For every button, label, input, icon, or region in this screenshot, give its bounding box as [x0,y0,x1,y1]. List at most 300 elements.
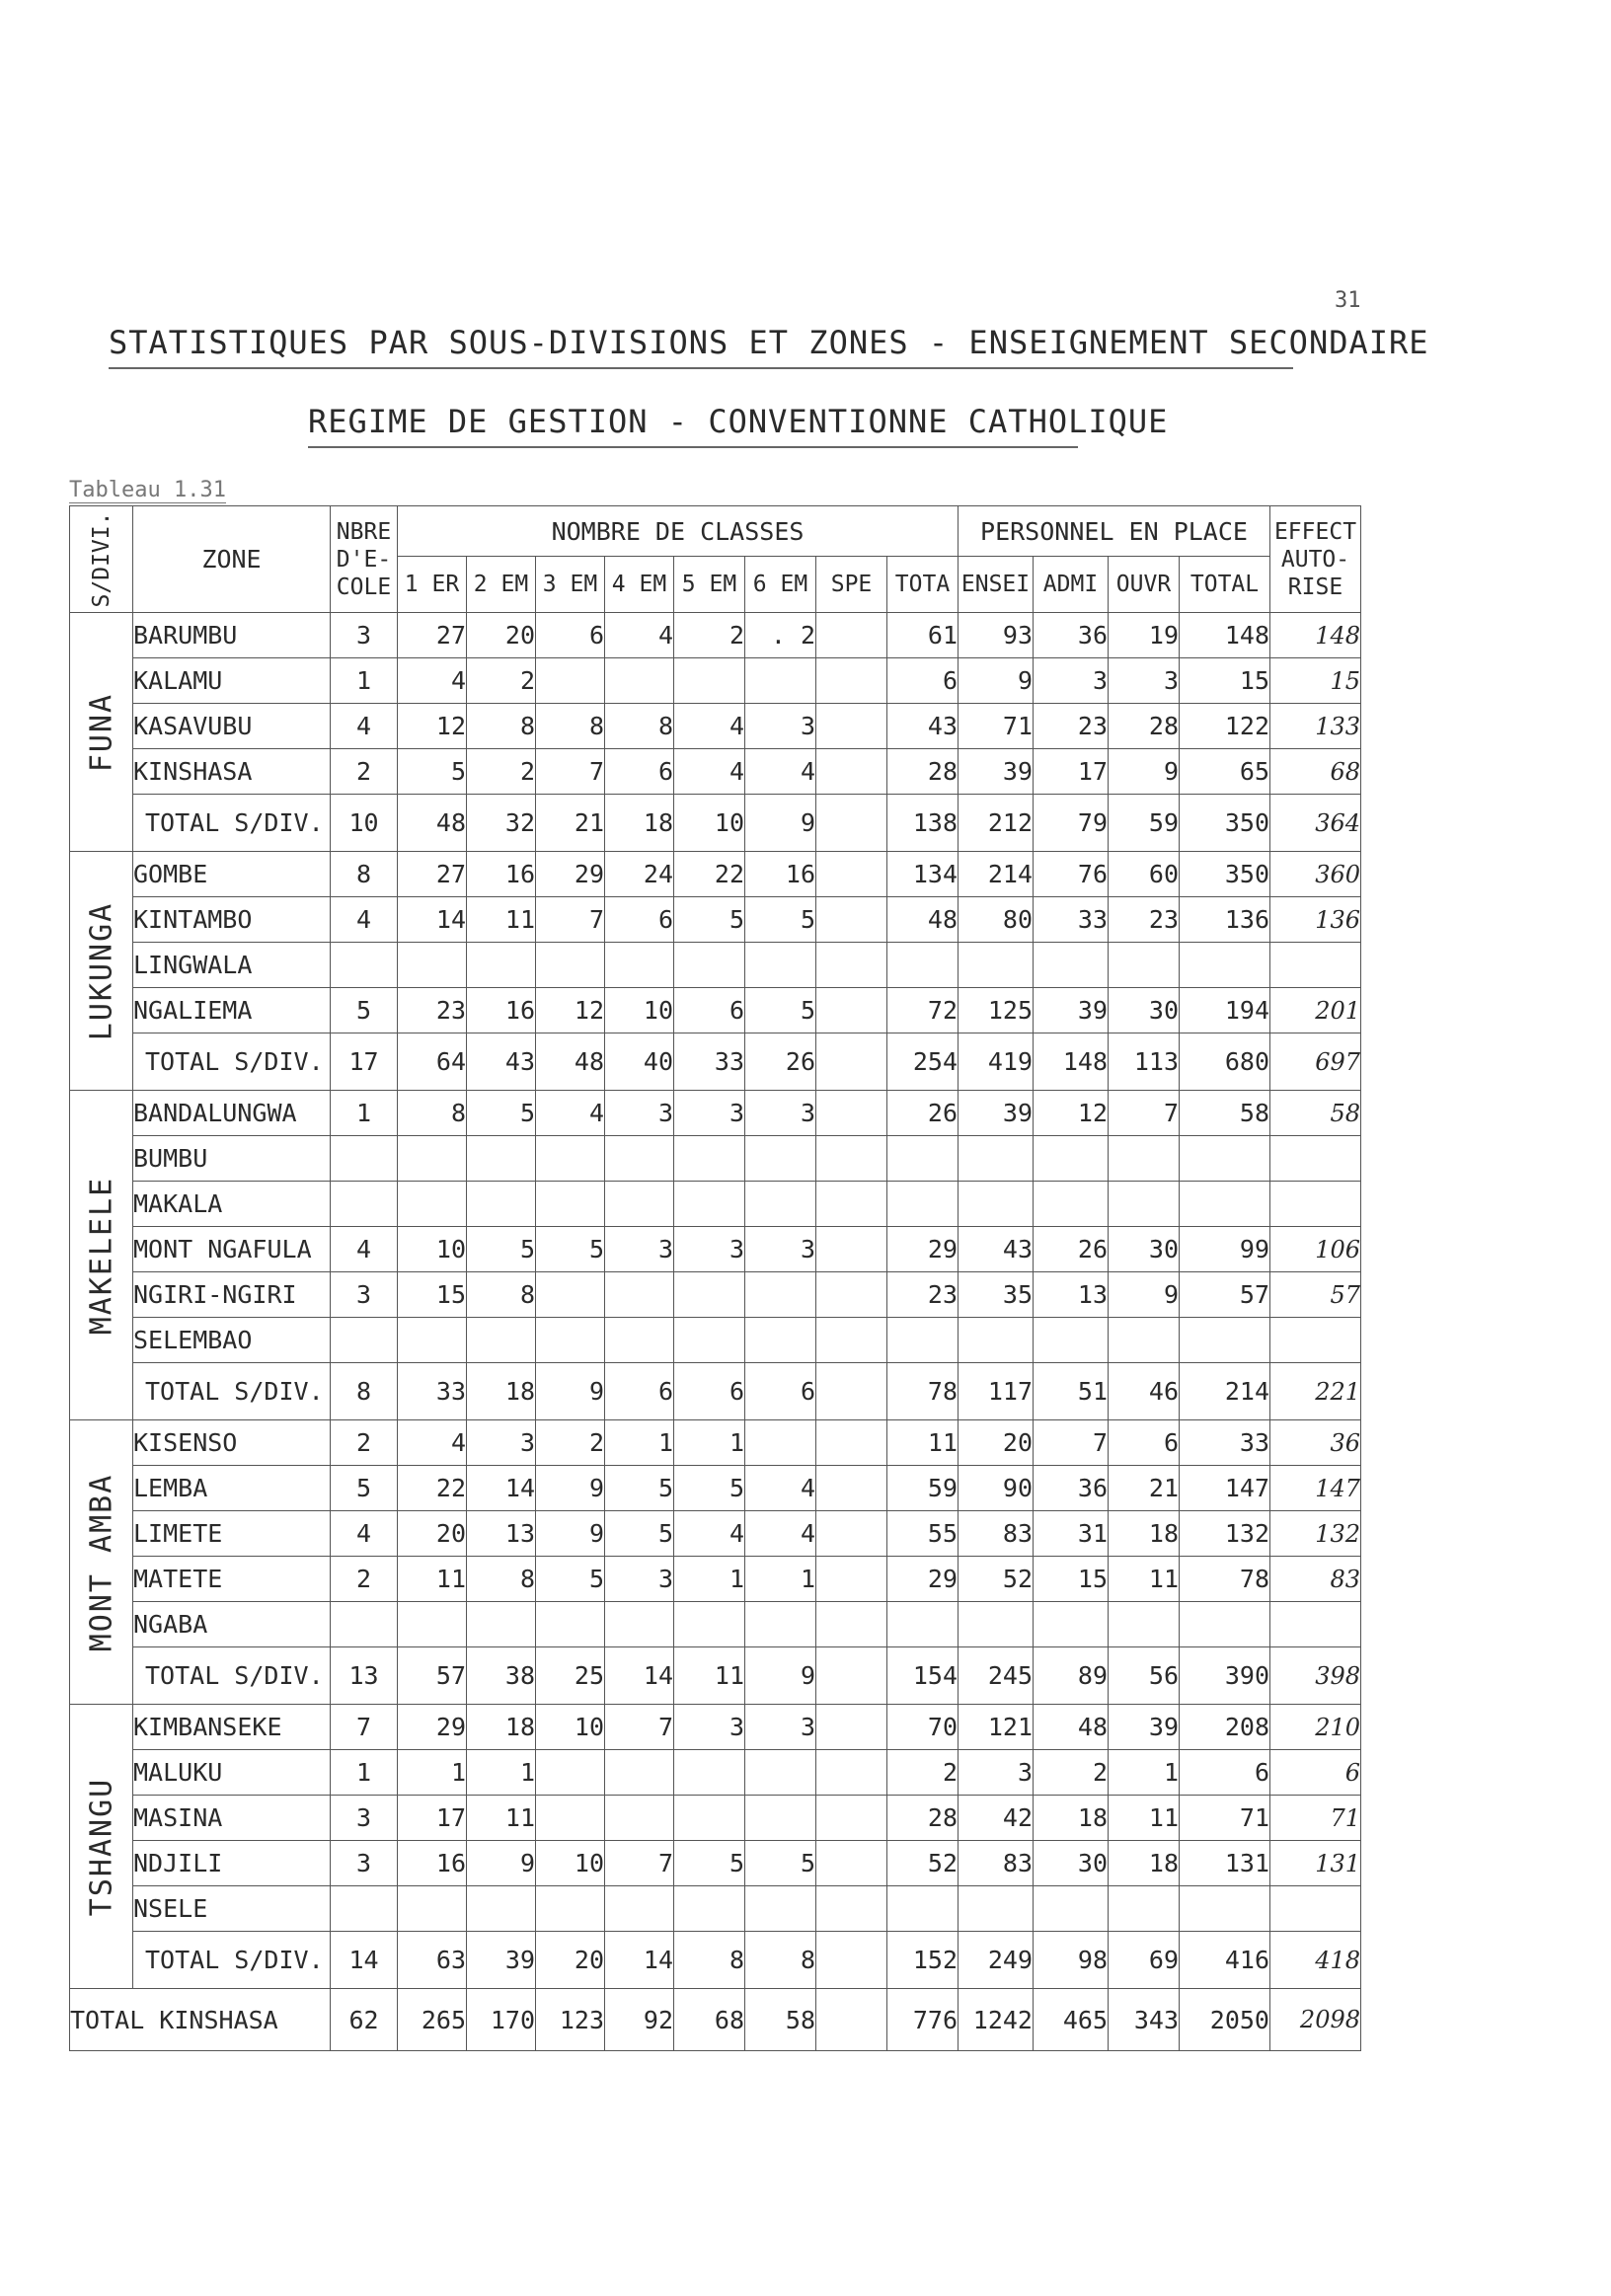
effect-header-line-3: RISE [1287,574,1343,600]
zone-name: KISENSO [133,1420,331,1466]
value-cell [745,1750,816,1796]
zone-name: MAKALA [133,1182,331,1227]
zone-name: MASINA [133,1796,331,1841]
personnel-group-header: PERSONNEL EN PLACE [959,506,1270,557]
subtotal-label: TOTAL S/DIV. [133,795,331,852]
class-column-header: 4 EM [605,557,674,613]
value-cell: 5 [398,749,467,795]
value-cell: 51 [1034,1363,1109,1420]
value-cell [887,1182,959,1227]
table-label: Tableau 1.31 [69,478,226,502]
value-cell [816,1705,887,1750]
value-cell [959,1886,1034,1932]
value-cell: 3 [1109,658,1180,704]
subdivision-cell [70,613,133,852]
value-cell: 245 [959,1647,1034,1705]
value-cell: 18 [467,1705,536,1750]
value-cell [816,658,887,704]
page-title: STATISTIQUES PAR SOUS-DIVISIONS ET ZONES - ENSEIGNEMENT SECONDAIRE [109,324,1293,369]
value-cell: 33 [398,1363,467,1420]
value-cell: 7 [605,1705,674,1750]
value-cell [1034,943,1109,988]
value-cell: 76 [1034,852,1109,897]
value-cell: 64 [398,1033,467,1091]
value-cell: 254 [887,1033,959,1091]
value-cell [1034,1886,1109,1932]
value-cell [467,1136,536,1182]
value-cell: 17 [331,1033,398,1091]
subtotal-row [70,1647,1361,1705]
value-cell: 7 [331,1705,398,1750]
table-row [70,658,1361,704]
value-cell: 16 [467,852,536,897]
value-cell: 2 [887,1750,959,1796]
table-row [70,1705,1361,1750]
value-cell: 6 [674,988,745,1033]
value-cell: 6 [1180,1750,1270,1796]
value-cell: 8 [398,1091,467,1136]
effect-cell [1270,943,1361,988]
effect-cell: 132 [1270,1511,1361,1557]
value-cell: 6 [536,613,605,658]
value-cell: 52 [887,1841,959,1886]
value-cell [745,658,816,704]
value-cell: 32 [467,795,536,852]
value-cell [605,658,674,704]
value-cell: 5 [331,1466,398,1511]
value-cell: 15 [1180,658,1270,704]
value-cell: 5 [467,1091,536,1136]
value-cell: 18 [605,795,674,852]
class-column-header: 5 EM [674,557,745,613]
value-cell: 31 [1034,1511,1109,1557]
value-cell: 6 [887,658,959,704]
value-cell: 7 [1109,1091,1180,1136]
value-cell: 1 [331,1750,398,1796]
value-cell: 419 [959,1033,1034,1091]
subtotal-row [70,1363,1361,1420]
value-cell [536,1318,605,1363]
value-cell [816,1647,887,1705]
value-cell: 39 [1034,988,1109,1033]
value-cell: 39 [1109,1705,1180,1750]
nbre-header-line-1: NBRE [336,518,392,545]
value-cell [331,1136,398,1182]
value-cell: 11 [398,1557,467,1602]
value-cell [467,943,536,988]
value-cell [959,1182,1034,1227]
effect-cell [1270,1136,1361,1182]
value-cell: 57 [398,1647,467,1705]
value-cell [1180,1886,1270,1932]
zone-name: MATETE [133,1557,331,1602]
value-cell [816,988,887,1033]
value-cell [1180,1136,1270,1182]
value-cell: 21 [1109,1466,1180,1511]
value-cell: 2 [467,658,536,704]
value-cell: 79 [1034,795,1109,852]
value-cell: 4 [398,1420,467,1466]
personnel-column-header: OUVR [1109,557,1180,613]
value-cell [536,1182,605,1227]
effect-cell: 364 [1270,795,1361,852]
value-cell: 29 [398,1705,467,1750]
table-row [70,1091,1361,1136]
value-cell [674,1272,745,1318]
value-cell: 5 [605,1466,674,1511]
class-column-header: TOTA [887,557,959,613]
value-cell: 56 [1109,1647,1180,1705]
zone-header: ZONE [133,506,331,613]
value-cell [887,1886,959,1932]
value-cell: 22 [674,852,745,897]
class-column-header: 1 ER [398,557,467,613]
value-cell [1109,1602,1180,1647]
value-cell: 4 [745,749,816,795]
value-cell: 8 [331,1363,398,1420]
value-cell: 3 [674,1227,745,1272]
value-cell: 208 [1180,1705,1270,1750]
value-cell: 350 [1180,852,1270,897]
value-cell: 214 [1180,1363,1270,1420]
value-cell: 2 [331,1420,398,1466]
value-cell: 6 [605,897,674,943]
value-cell: 13 [331,1647,398,1705]
value-cell [816,897,887,943]
value-cell: 9 [536,1363,605,1420]
value-cell: 36 [1034,1466,1109,1511]
value-cell [745,1420,816,1466]
value-cell: 3 [674,1705,745,1750]
value-cell: 12 [536,988,605,1033]
value-cell [887,1602,959,1647]
value-cell: 3 [674,1091,745,1136]
value-cell: 71 [959,704,1034,749]
effect-cell: 71 [1270,1796,1361,1841]
value-cell: 390 [1180,1647,1270,1705]
value-cell [605,943,674,988]
value-cell: 30 [1109,988,1180,1033]
table-row [70,1420,1361,1466]
effect-cell: 697 [1270,1033,1361,1091]
zone-name: LINGWALA [133,943,331,988]
effect-cell: 148 [1270,613,1361,658]
class-column-header: 2 EM [467,557,536,613]
value-cell: 194 [1180,988,1270,1033]
zone-name: GOMBE [133,852,331,897]
value-cell: 1 [467,1750,536,1796]
zone-name: MONT NGAFULA [133,1227,331,1272]
value-cell: 58 [745,1989,816,2051]
effect-cell: 210 [1270,1705,1361,1750]
value-cell: 1242 [959,1989,1034,2051]
value-cell: 58 [1180,1091,1270,1136]
zone-name: LIMETE [133,1511,331,1557]
zone-name: BANDALUNGWA [133,1091,331,1136]
effect-cell: 68 [1270,749,1361,795]
value-cell: 5 [536,1227,605,1272]
value-cell: 11 [467,1796,536,1841]
zone-name: BARUMBU [133,613,331,658]
value-cell: 3 [331,1841,398,1886]
value-cell: 2 [536,1420,605,1466]
value-cell: 5 [745,1841,816,1886]
value-cell [745,1182,816,1227]
value-cell: 18 [1109,1511,1180,1557]
value-cell: 14 [605,1647,674,1705]
value-cell: 14 [605,1932,674,1989]
value-cell [605,1796,674,1841]
value-cell [745,1136,816,1182]
effect-cell [1270,1318,1361,1363]
value-cell [398,1182,467,1227]
value-cell [536,1796,605,1841]
value-cell: 2 [331,1557,398,1602]
effect-cell: 147 [1270,1466,1361,1511]
value-cell: 9 [745,795,816,852]
nbre-header-line-3: COLE [336,574,392,600]
value-cell: 416 [1180,1932,1270,1989]
value-cell: 8 [467,704,536,749]
value-cell: 3 [605,1557,674,1602]
subdivision-name: TSHANGU [84,1777,118,1916]
value-cell [674,943,745,988]
value-cell: 2050 [1180,1989,1270,2051]
value-cell [1109,1182,1180,1227]
effect-cell: 15 [1270,658,1361,704]
effect-autorise-header [1270,506,1361,613]
class-column-header: 6 EM [745,557,816,613]
value-cell: 17 [1034,749,1109,795]
value-cell: 3 [745,704,816,749]
value-cell: 22 [398,1466,467,1511]
value-cell: 8 [467,1272,536,1318]
value-cell [1034,1136,1109,1182]
value-cell: 78 [1180,1557,1270,1602]
value-cell: 25 [536,1647,605,1705]
value-cell [1034,1318,1109,1363]
table-row [70,1182,1361,1227]
zone-name: BUMBU [133,1136,331,1182]
value-cell: 26 [1034,1227,1109,1272]
value-cell [605,1886,674,1932]
value-cell: 5 [467,1227,536,1272]
value-cell: 9 [1109,1272,1180,1318]
value-cell: 5 [605,1511,674,1557]
value-cell: 23 [887,1272,959,1318]
value-cell: 3 [331,613,398,658]
value-cell [887,1318,959,1363]
value-cell [674,1182,745,1227]
value-cell [816,1272,887,1318]
subtotal-label: TOTAL S/DIV. [133,1647,331,1705]
value-cell: 20 [959,1420,1034,1466]
value-cell: 90 [959,1466,1034,1511]
value-cell [674,1318,745,1363]
classes-group-header: NOMBRE DE CLASSES [398,506,959,557]
value-cell: 29 [887,1227,959,1272]
value-cell: 113 [1109,1033,1180,1091]
value-cell: 4 [674,704,745,749]
effect-cell [1270,1602,1361,1647]
value-cell: 123 [536,1989,605,2051]
value-cell: 8 [467,1557,536,1602]
value-cell: 3 [745,1705,816,1750]
value-cell: 12 [1034,1091,1109,1136]
value-cell: 4 [331,1511,398,1557]
value-cell: 4 [331,1227,398,1272]
value-cell: 20 [467,613,536,658]
value-cell [1109,943,1180,988]
subdivision-cell [70,852,133,1091]
table-row [70,1466,1361,1511]
value-cell: 6 [605,749,674,795]
value-cell: 1 [605,1420,674,1466]
value-cell: 98 [1034,1932,1109,1989]
class-column-header: 3 EM [536,557,605,613]
value-cell [887,1136,959,1182]
value-cell: 27 [398,852,467,897]
value-cell: 680 [1180,1033,1270,1091]
zone-name: KINSHASA [133,749,331,795]
value-cell [745,1796,816,1841]
value-cell [398,943,467,988]
effect-cell: 136 [1270,897,1361,943]
value-cell: 30 [1034,1841,1109,1886]
value-cell: 10 [536,1705,605,1750]
value-cell: 343 [1109,1989,1180,2051]
value-cell: 4 [331,897,398,943]
zone-name: NGIRI-NGIRI [133,1272,331,1318]
value-cell: 83 [959,1511,1034,1557]
table-row [70,852,1361,897]
value-cell: 125 [959,988,1034,1033]
table-row [70,1136,1361,1182]
value-cell [331,1886,398,1932]
value-cell: 83 [959,1841,1034,1886]
value-cell [398,1318,467,1363]
value-cell [605,1272,674,1318]
value-cell: 42 [959,1796,1034,1841]
effect-cell: 221 [1270,1363,1361,1420]
value-cell: 60 [1109,852,1180,897]
grand-total-row [70,1989,1361,2051]
subtotal-row [70,1932,1361,1989]
value-cell [816,749,887,795]
value-cell: 8 [674,1932,745,1989]
value-cell: 5 [331,988,398,1033]
value-cell: 1 [1109,1750,1180,1796]
value-cell [816,852,887,897]
page-subtitle: REGIME DE GESTION - CONVENTIONNE CATHOLIQUE [308,403,1078,448]
value-cell: 3 [467,1420,536,1466]
value-cell: 148 [1034,1033,1109,1091]
value-cell: 39 [467,1932,536,1989]
value-cell: 68 [674,1989,745,2051]
value-cell: 21 [536,795,605,852]
value-cell: 350 [1180,795,1270,852]
value-cell: 70 [887,1705,959,1750]
value-cell [536,1886,605,1932]
value-cell: 72 [887,988,959,1033]
value-cell: 7 [536,897,605,943]
personnel-column-header: TOTAL [1180,557,1270,613]
value-cell: 8 [745,1932,816,1989]
value-cell: 20 [398,1511,467,1557]
value-cell: 33 [1180,1420,1270,1466]
value-cell: 35 [959,1272,1034,1318]
effect-cell: 133 [1270,704,1361,749]
subtotal-label: TOTAL S/DIV. [133,1033,331,1091]
value-cell: 93 [959,613,1034,658]
value-cell: 16 [398,1841,467,1886]
value-cell [1109,1136,1180,1182]
value-cell [816,1033,887,1091]
value-cell [674,1602,745,1647]
value-cell: 17 [398,1796,467,1841]
value-cell [1034,1182,1109,1227]
value-cell: 131 [1180,1841,1270,1886]
value-cell [674,1750,745,1796]
sdiv-header-label: S/DIVI. [88,511,115,607]
value-cell: 6 [1109,1420,1180,1466]
value-cell [605,1136,674,1182]
value-cell: 99 [1180,1227,1270,1272]
value-cell: 20 [536,1932,605,1989]
value-cell [816,795,887,852]
value-cell: 3 [605,1091,674,1136]
value-cell: 9 [467,1841,536,1886]
value-cell: 3 [331,1796,398,1841]
value-cell [536,658,605,704]
value-cell [536,943,605,988]
value-cell [1109,1886,1180,1932]
value-cell [816,1841,887,1886]
value-cell: 4 [536,1091,605,1136]
value-cell: 29 [536,852,605,897]
value-cell [816,1557,887,1602]
value-cell: 4 [398,658,467,704]
effect-cell: 36 [1270,1420,1361,1466]
value-cell: 12 [398,704,467,749]
value-cell [816,1136,887,1182]
value-cell: 1 [745,1557,816,1602]
value-cell [674,658,745,704]
value-cell [674,1136,745,1182]
effect-cell: 83 [1270,1557,1361,1602]
value-cell: 3 [745,1091,816,1136]
value-cell [816,613,887,658]
value-cell: 15 [398,1272,467,1318]
personnel-column-header: ENSEI [959,557,1034,613]
table-row [70,897,1361,943]
value-cell: 16 [745,852,816,897]
value-cell: 134 [887,852,959,897]
personnel-column-header: ADMI [1034,557,1109,613]
value-cell: 13 [1034,1272,1109,1318]
value-cell: 2 [674,613,745,658]
value-cell: 6 [674,1363,745,1420]
value-cell: 5 [745,897,816,943]
value-cell: 48 [1034,1705,1109,1750]
value-cell [536,1272,605,1318]
subtotal-row [70,1033,1361,1091]
value-cell [605,1318,674,1363]
value-cell [1180,943,1270,988]
value-cell: 28 [887,749,959,795]
value-cell: 30 [1109,1227,1180,1272]
value-cell: 4 [745,1511,816,1557]
